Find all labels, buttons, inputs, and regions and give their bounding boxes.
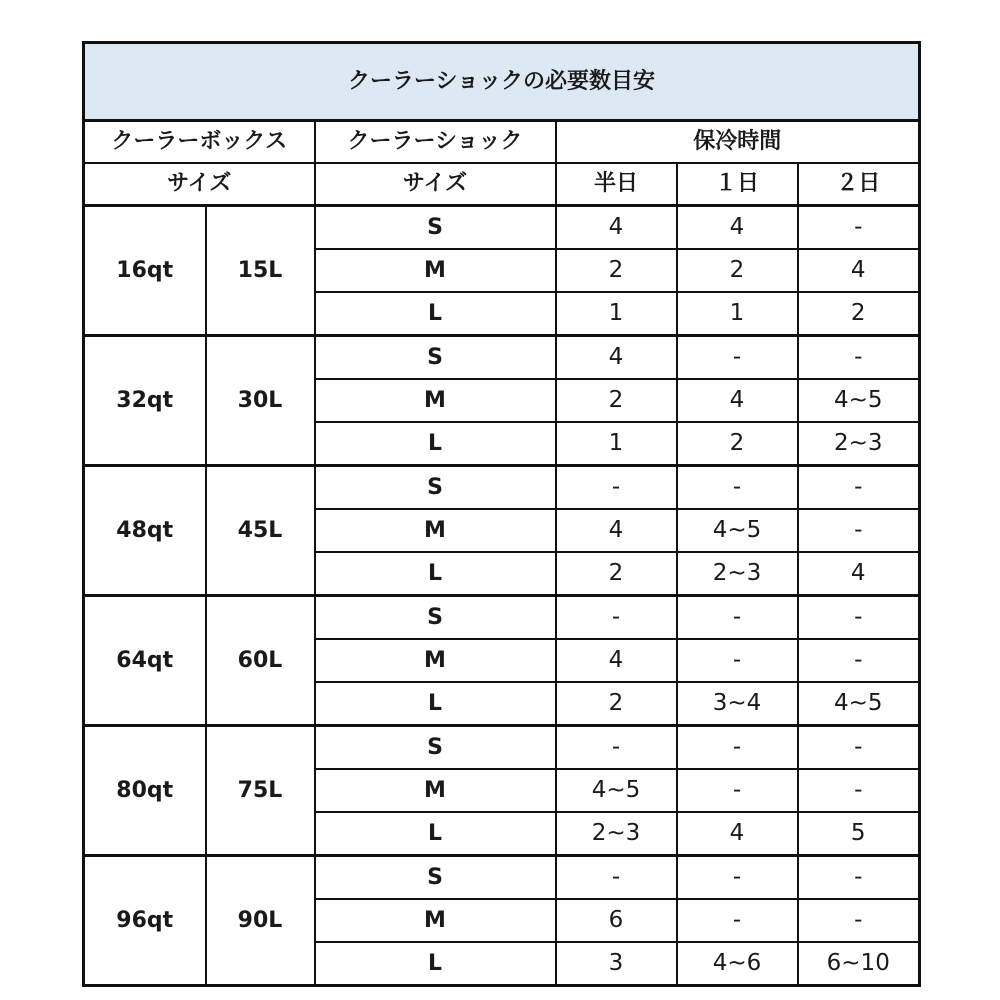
shock-size-cell: M bbox=[315, 639, 556, 682]
one-day-count-cell: 4~6 bbox=[677, 942, 798, 986]
shock-size-cell: S bbox=[315, 596, 556, 640]
header-keep-cold-time: 保冷時間 bbox=[556, 121, 920, 164]
cooler-qt-cell: 96qt bbox=[84, 856, 206, 986]
half-day-count-cell: - bbox=[556, 596, 677, 640]
shock-size-cell: M bbox=[315, 379, 556, 422]
shock-size-cell: L bbox=[315, 682, 556, 726]
one-day-count-cell: 4 bbox=[677, 379, 798, 422]
two-day-count-cell: - bbox=[798, 899, 920, 942]
cooler-liters-cell: 60L bbox=[206, 596, 315, 726]
half-day-count-cell: 6 bbox=[556, 899, 677, 942]
one-day-count-cell: - bbox=[677, 466, 798, 510]
one-day-count-cell: - bbox=[677, 899, 798, 942]
table-row bbox=[84, 336, 920, 380]
shock-size-cell: S bbox=[315, 466, 556, 510]
shock-size-cell: M bbox=[315, 249, 556, 292]
header-shock-size-line2: サイズ bbox=[315, 163, 556, 206]
shock-size-cell: S bbox=[315, 856, 556, 900]
half-day-count-cell: 1 bbox=[556, 422, 677, 466]
two-day-count-cell: 4 bbox=[798, 249, 920, 292]
half-day-count-cell: 4~5 bbox=[556, 769, 677, 812]
one-day-count-cell: - bbox=[677, 856, 798, 900]
half-day-count-cell: - bbox=[556, 466, 677, 510]
cooler-liters-cell: 15L bbox=[206, 206, 315, 336]
one-day-count-cell: 2 bbox=[677, 249, 798, 292]
cooler-qt-cell: 32qt bbox=[84, 336, 206, 466]
cooler-liters-cell: 90L bbox=[206, 856, 315, 986]
table-title: クーラーショックの必要数目安 bbox=[84, 43, 920, 121]
two-day-count-cell: 4~5 bbox=[798, 682, 920, 726]
half-day-count-cell: 2~3 bbox=[556, 812, 677, 856]
two-day-count-cell: - bbox=[798, 466, 920, 510]
two-day-count-cell: 2~3 bbox=[798, 422, 920, 466]
table-row bbox=[84, 856, 920, 900]
cooler-qt-cell: 80qt bbox=[84, 726, 206, 856]
shock-size-cell: S bbox=[315, 336, 556, 380]
two-day-count-cell: - bbox=[798, 639, 920, 682]
cooler-qt-cell: 16qt bbox=[84, 206, 206, 336]
one-day-count-cell: 2 bbox=[677, 422, 798, 466]
table-row bbox=[84, 466, 920, 510]
one-day-count-cell: 4 bbox=[677, 812, 798, 856]
table-row bbox=[84, 206, 920, 250]
two-day-count-cell: - bbox=[798, 206, 920, 250]
half-day-count-cell: 2 bbox=[556, 249, 677, 292]
cooler-liters-cell: 30L bbox=[206, 336, 315, 466]
one-day-count-cell: - bbox=[677, 336, 798, 380]
two-day-count-cell: - bbox=[798, 509, 920, 552]
header-shock-size-line1: クーラーショック bbox=[315, 121, 556, 164]
one-day-count-cell: - bbox=[677, 639, 798, 682]
shock-size-cell: S bbox=[315, 206, 556, 250]
cooler-qt-cell: 48qt bbox=[84, 466, 206, 596]
two-day-count-cell: 6~10 bbox=[798, 942, 920, 986]
half-day-count-cell: 4 bbox=[556, 336, 677, 380]
half-day-count-cell: 3 bbox=[556, 942, 677, 986]
shock-size-cell: S bbox=[315, 726, 556, 770]
half-day-count-cell: 4 bbox=[556, 509, 677, 552]
shock-size-cell: L bbox=[315, 942, 556, 986]
cooler-liters-cell: 45L bbox=[206, 466, 315, 596]
one-day-count-cell: 4 bbox=[677, 206, 798, 250]
half-day-count-cell: 4 bbox=[556, 206, 677, 250]
one-day-count-cell: 1 bbox=[677, 292, 798, 336]
shock-size-cell: L bbox=[315, 422, 556, 466]
two-day-count-cell: 2 bbox=[798, 292, 920, 336]
header-box-size-line1: クーラーボックス bbox=[84, 121, 315, 164]
cooler-qt-cell: 64qt bbox=[84, 596, 206, 726]
shock-size-cell: M bbox=[315, 509, 556, 552]
table-row bbox=[84, 726, 920, 770]
two-day-count-cell: - bbox=[798, 336, 920, 380]
two-day-count-cell: 4~5 bbox=[798, 379, 920, 422]
table-body bbox=[84, 43, 920, 986]
header-half-day: 半日 bbox=[556, 163, 677, 206]
cooler-shock-table bbox=[82, 41, 921, 987]
header-one-day: １日 bbox=[677, 163, 798, 206]
two-day-count-cell: - bbox=[798, 596, 920, 640]
half-day-count-cell: 1 bbox=[556, 292, 677, 336]
header-box-size-line2: サイズ bbox=[84, 163, 315, 206]
one-day-count-cell: - bbox=[677, 726, 798, 770]
two-day-count-cell: - bbox=[798, 769, 920, 812]
half-day-count-cell: 2 bbox=[556, 682, 677, 726]
one-day-count-cell: 4~5 bbox=[677, 509, 798, 552]
shock-size-cell: M bbox=[315, 769, 556, 812]
one-day-count-cell: - bbox=[677, 769, 798, 812]
half-day-count-cell: - bbox=[556, 726, 677, 770]
header-two-day: ２日 bbox=[798, 163, 920, 206]
one-day-count-cell: - bbox=[677, 596, 798, 640]
half-day-count-cell: 2 bbox=[556, 379, 677, 422]
shock-size-cell: L bbox=[315, 812, 556, 856]
shock-size-cell: L bbox=[315, 292, 556, 336]
cooler-shock-table-container bbox=[82, 41, 918, 976]
half-day-count-cell: 2 bbox=[556, 552, 677, 596]
one-day-count-cell: 3~4 bbox=[677, 682, 798, 726]
table-row bbox=[84, 596, 920, 640]
half-day-count-cell: 4 bbox=[556, 639, 677, 682]
two-day-count-cell: 5 bbox=[798, 812, 920, 856]
shock-size-cell: M bbox=[315, 899, 556, 942]
two-day-count-cell: - bbox=[798, 856, 920, 900]
shock-size-cell: L bbox=[315, 552, 556, 596]
half-day-count-cell: - bbox=[556, 856, 677, 900]
cooler-liters-cell: 75L bbox=[206, 726, 315, 856]
one-day-count-cell: 2~3 bbox=[677, 552, 798, 596]
two-day-count-cell: 4 bbox=[798, 552, 920, 596]
two-day-count-cell: - bbox=[798, 726, 920, 770]
